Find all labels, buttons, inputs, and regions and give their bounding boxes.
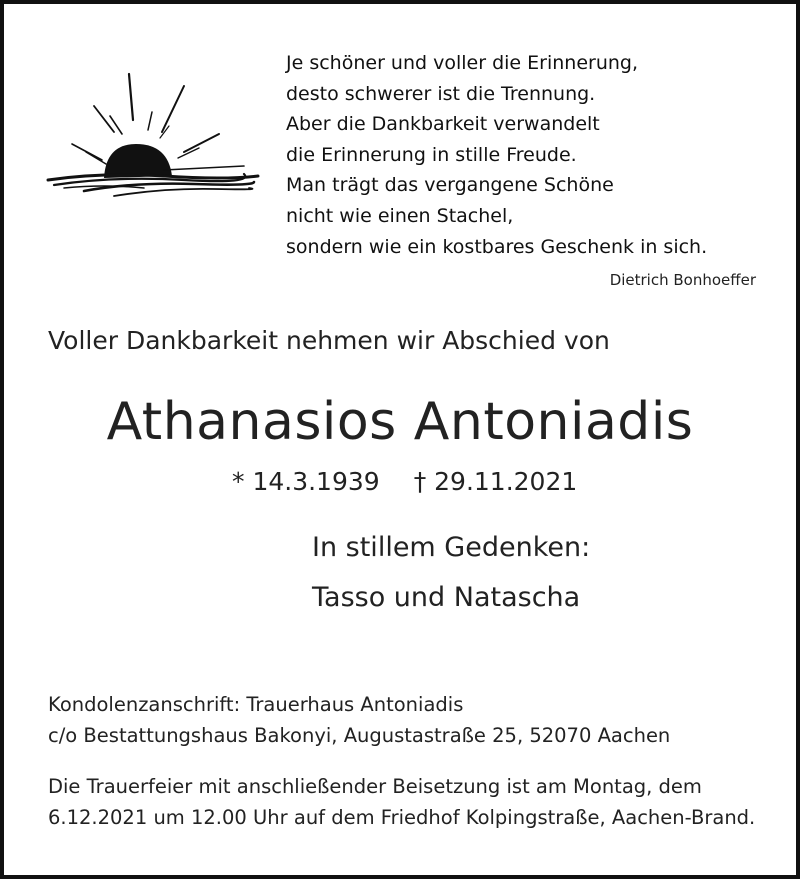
funeral-notice	[48, 771, 755, 833]
funeral-line: 6.12.2021 um 12.00 Uhr auf dem Friedhof Kolpingstraße, Aachen-Brand.	[48, 806, 756, 829]
address-line: Kondolenzanschrift: Trauerhaus Antoniadis	[48, 693, 464, 716]
poem-line: desto schwerer ist die Trennung.	[286, 82, 596, 105]
death-date: † 29.11.2021	[413, 467, 578, 496]
poem-line: Man trägt das vergangene Schöne	[286, 174, 614, 197]
poem-line: Je schöner und voller die Erinnerung,	[286, 52, 639, 74]
mourners: Tasso und Natascha	[312, 582, 581, 613]
memory-heading: In stillem Gedenken:	[312, 532, 591, 563]
farewell-intro: Voller Dankbarkeit nehmen wir Abschied von	[48, 326, 610, 355]
condolence-address	[48, 689, 670, 751]
deceased-name: Athanasios Antoniadis	[106, 392, 694, 452]
poem-line: die Erinnerung in stille Freude.	[286, 143, 577, 166]
rising-sun-icon	[44, 72, 264, 202]
poem	[286, 48, 707, 262]
funeral-line: Die Trauerfeier mit anschließender Beisetzung ist am Montag, dem	[48, 775, 702, 798]
birth-date: * 14.3.1939	[232, 467, 380, 496]
poem-line: sondern wie ein kostbares Geschenk in sich.	[286, 235, 708, 258]
poem-line: Aber die Dankbarkeit verwandelt	[286, 113, 600, 136]
poem-author: Dietrich Bonhoeffer	[609, 271, 756, 289]
life-dates	[232, 467, 577, 496]
address-line: c/o Bestattungshaus Bakonyi, Augustastraße 25, 52070 Aachen	[48, 724, 671, 747]
poem-line: nicht wie einen Stachel,	[286, 204, 514, 227]
